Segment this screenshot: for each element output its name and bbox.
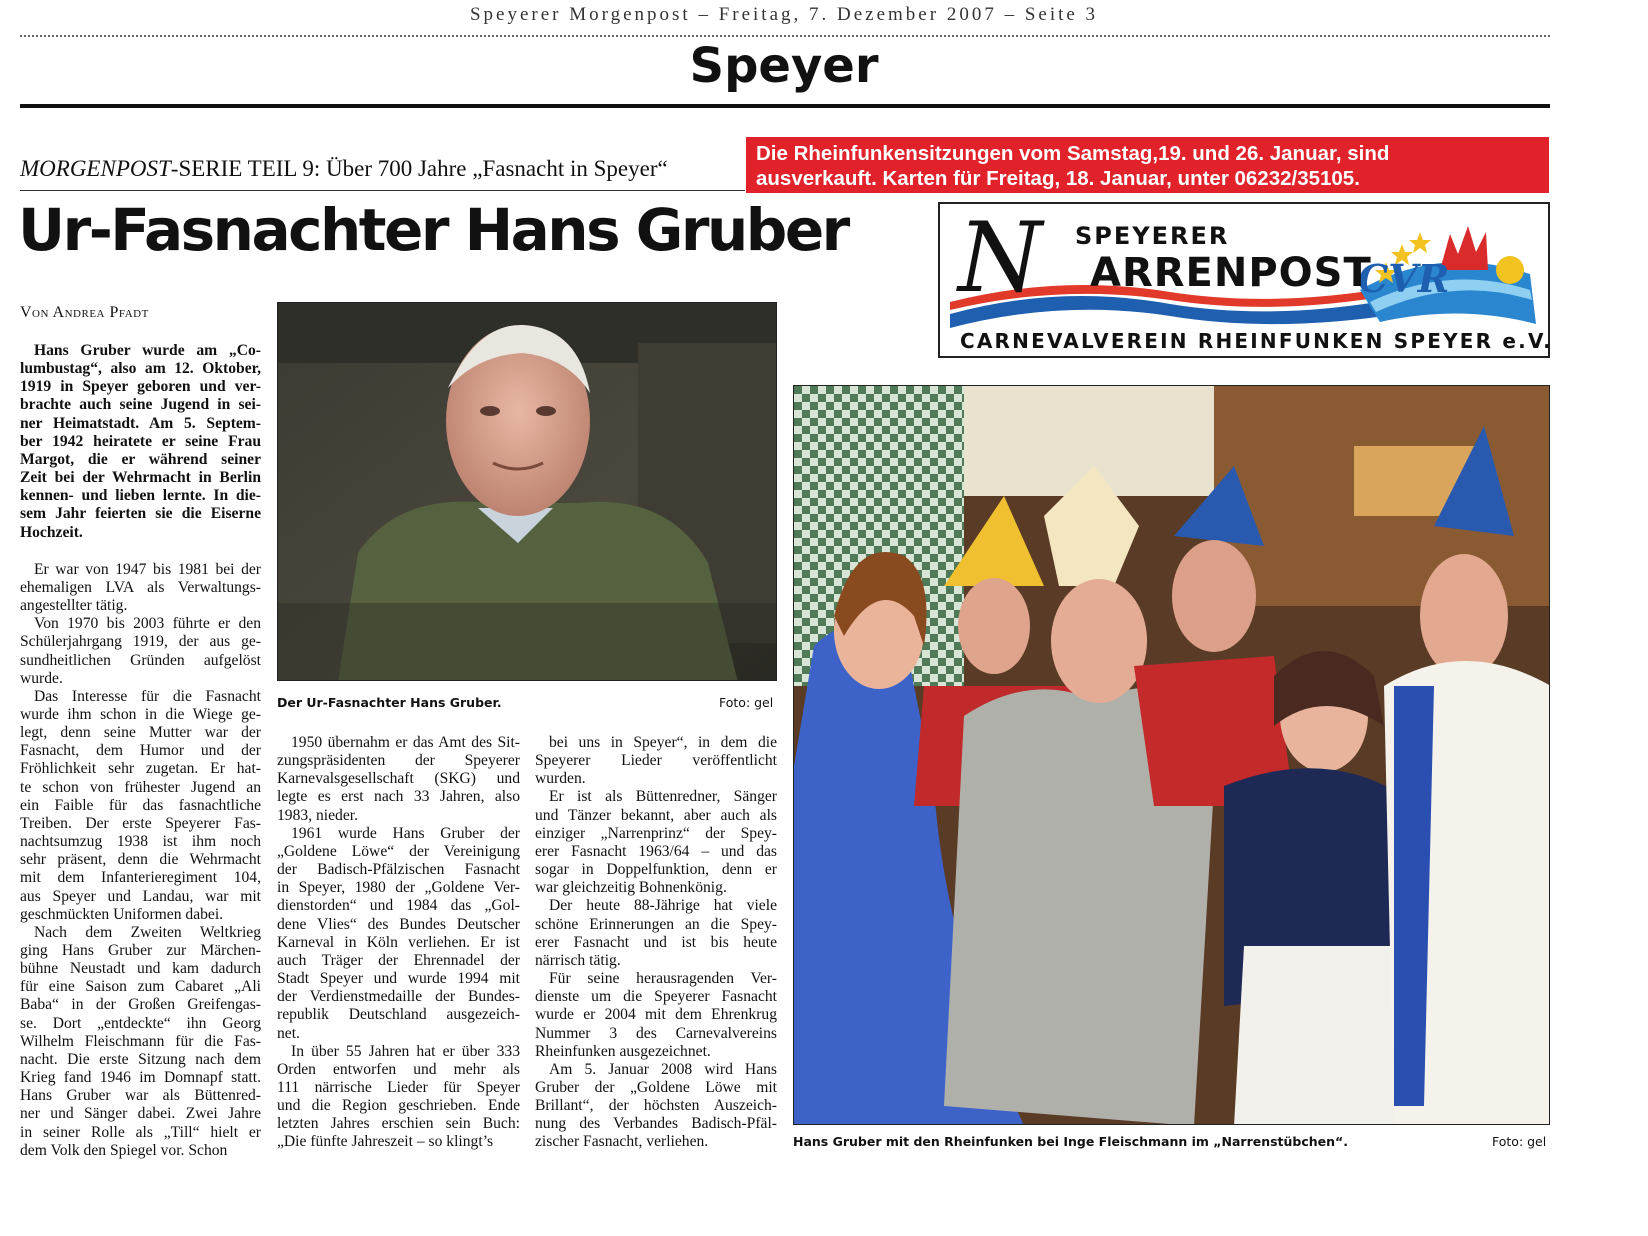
text-line: einziger „Narrenprinz“ der Spey- (535, 824, 777, 842)
text-line: war gleichzeitig Bohnenkönig. (535, 879, 727, 897)
group-credit: Foto: gel (1492, 1134, 1547, 1149)
text-line: Brillant“, der höchsten Auszeich- (535, 1097, 777, 1115)
text-line: Hans Gruber war als Büttenred- (20, 1087, 261, 1105)
text-line: letzten Jahres erschien sein Buch: (277, 1115, 520, 1133)
text-line: in seiner Rolle als „Till“ hielt er (20, 1123, 261, 1141)
text-line: ner und Sänger dabei. Zwei Jahre (20, 1105, 261, 1123)
ticket-notice-line2: ausverkauft. Karten für Freitag, 18. Januar, unter 06232/35105. (756, 167, 1360, 190)
text-line: nacht. Die erste Sitzung nach dem (20, 1050, 261, 1068)
text-line: Karnevalsgesellschaft (SKG) und (277, 770, 520, 788)
text-line: 1950 übernahm er das Amt des Sit- (291, 734, 520, 751)
text-line: Nach dem Zweiten Weltkrieg (34, 923, 261, 941)
text-line: wurde. (20, 669, 63, 687)
paragraph (277, 1043, 520, 1152)
paragraph (20, 615, 261, 688)
section-title: Speyer (689, 38, 879, 94)
text-line: legte es erst nach 33 Jahren, also (277, 788, 520, 806)
text-line: sehr präsent, denn die Wehrmacht (20, 851, 261, 869)
text-line: Orden entworfen und mehr als (277, 1060, 520, 1078)
ticket-notice (746, 137, 1549, 193)
portrait-credit: Foto: gel (719, 695, 774, 710)
text-line: Baba“ in der Großen Greifengas- (20, 996, 261, 1014)
group-photo-image (794, 386, 1550, 1125)
text-line: geschmückten Uniformen dabei. (20, 905, 224, 923)
text-line: bei uns in Speyer“, in dem die (549, 734, 777, 751)
article-lead (20, 342, 261, 542)
paragraph (535, 788, 777, 897)
text-line: brachte auch seine Jugend in sei- (20, 396, 261, 414)
text-line: erer Fasnacht 1963/64 – und das (535, 842, 777, 860)
text-line: bühne Neustadt und kam dadurch (20, 960, 261, 978)
text-line: Hans Gruber wurde am „Co- (34, 342, 261, 359)
narrenpost-logo (938, 202, 1553, 358)
text-line: ein Faible für das fasnachtliche (20, 796, 261, 814)
text-line: wurde er 2004 mit dem Ehrenkrug (535, 1006, 777, 1024)
text-line: angestellter tätig. (20, 597, 128, 615)
text-line: Rheinfunken ausgezeichnet. (535, 1042, 711, 1060)
text-line: sogar in Doppelfunktion, denn er (535, 861, 777, 879)
article-column-3 (535, 734, 777, 1152)
text-line: der Badisch-Pfälzischen Fasnacht (277, 861, 520, 879)
text-line: republik Deutschland ausgezeich- (277, 1006, 520, 1024)
cvr-emblem-text: CVR (1358, 256, 1450, 301)
text-line: In über 55 Jahren hat er über 333 (291, 1042, 520, 1060)
paragraph (277, 734, 520, 825)
text-line: wurden. (535, 770, 586, 788)
text-line: närrisch tätig. (535, 951, 621, 969)
text-line: Karneval in Köln verliehen. Er ist (277, 933, 520, 951)
text-line: erer Fasnacht und ist bis heute (535, 933, 777, 951)
paragraph (535, 897, 777, 970)
text-line: Von 1970 bis 2003 führte er den (34, 615, 261, 633)
text-line: 1961 wurde Hans Gruber der (291, 824, 520, 842)
paragraph (20, 561, 261, 615)
text-line: 1919 in Speyer geboren und ver- (20, 378, 261, 396)
text-line: und Tänzer bekannt, aber auch als (535, 806, 777, 824)
group-caption (793, 1134, 1348, 1149)
text-line: legt, denn seine Mutter war der (20, 724, 261, 742)
text-line: Treiben. Der erste Speyerer Fas- (20, 814, 261, 832)
article-column-2 (277, 734, 520, 1152)
text-line: der Verdienstmedaille der Bundes- (277, 988, 520, 1006)
text-line: Das Interesse für die Fasnacht (34, 687, 261, 705)
text-line: ehemaligen LVA als Verwaltungs- (20, 578, 261, 596)
article-column-1 (20, 342, 261, 1160)
text-line: te schon von frühester Jugend an (20, 778, 261, 796)
text-line: schöne Erinnerungen an die Spey- (535, 915, 777, 933)
portrait-photo (277, 302, 777, 681)
text-line: Margot, die er während seiner (20, 450, 261, 468)
portrait-photo-image (278, 303, 777, 681)
text-line: Er ist als Büttenredner, Sänger (549, 788, 777, 806)
text-line: und die Region geschrieben. Ende (277, 1097, 520, 1115)
text-line: Wilhelm Fleischmann für die Fas- (20, 1032, 261, 1050)
text-line: auch Träger der Ehrennadel der (277, 951, 520, 969)
byline-text: Von Andrea Pfadt (20, 304, 149, 321)
star-icon (1409, 232, 1431, 253)
text-line: dienste um die Speyerer Fasnacht (535, 988, 777, 1006)
logo-speyerer: SPEYERER (1075, 222, 1230, 250)
series-kicker (20, 156, 668, 182)
text-line: Er war von 1947 bis 1981 bei der (34, 560, 261, 578)
kicker-series: MORGENPOST (20, 156, 171, 181)
text-line: Krieg fand 1946 im Domnapf statt. (20, 1069, 261, 1087)
text-line: ber 1942 heiratete er seine Frau (20, 432, 261, 450)
text-line: Nummer 3 des Carnevalvereins (535, 1024, 777, 1042)
text-line: „Die fünfte Jahreszeit – so klingt’s (277, 1133, 494, 1151)
text-line: dene Vlies“ des Bundes Deutscher (277, 915, 520, 933)
text-line: net. (277, 1024, 300, 1042)
text-line: 1983, nieder. (277, 806, 358, 824)
headline: Ur-Fasnachter Hans Gruber (18, 196, 848, 264)
text-line: Gruber der „Goldene Löwe mit (535, 1078, 777, 1096)
text-line: kennen- und lieben lernte. In die- (20, 487, 261, 505)
text-line: Fröhlichkeit sehr zugetan. Er hat- (20, 760, 261, 778)
text-line: Speyerer Lieder veröffentlicht (535, 752, 777, 770)
kicker-rest: -SERIE TEIL 9: Über 700 Jahre „Fasnacht in Speyer“ (170, 156, 668, 181)
paragraph (20, 688, 261, 924)
paragraph (20, 924, 261, 1160)
text-line: Zeit bei der Wehrmacht in Berlin (20, 469, 261, 487)
text-line: zungspräsidenten der Speyerer (277, 752, 520, 770)
text-line: für eine Saison zum Cabaret „Ali (20, 978, 261, 996)
paragraph (535, 970, 777, 1061)
paragraph (535, 1061, 777, 1152)
logo-script-initial: N (958, 202, 1042, 314)
byline (20, 304, 149, 322)
text-line: wurde ihm schon in die Wiege ge- (20, 705, 261, 723)
group-photo (793, 385, 1550, 1125)
logo-club-name: CARNEVALVEREIN RHEINFUNKEN SPEYER e.V. (960, 329, 1553, 353)
text-line: 111 närrische Lieder für Speyer (277, 1078, 520, 1096)
paragraph (535, 734, 777, 788)
text-line: mit dem Infanterieregiment 104, (20, 869, 261, 887)
ticket-notice-line1: Die Rheinfunkensitzungen vom Samstag,19. und 26. Januar, sind (756, 142, 1390, 165)
text-line: Am 5. Januar 2008 wird Hans (549, 1060, 777, 1078)
jester-icon (1496, 256, 1524, 284)
article-column-1-body (20, 561, 261, 1160)
text-line: dem Volk den Spiegel vor. Schon (20, 1141, 228, 1159)
text-line: Schülerjahrgang 1919, der aus ge- (20, 633, 261, 651)
text-line: in Speyer, 1980 der „Goldene Ver- (277, 879, 520, 897)
text-line: aus Speyer und Landau, war mit (20, 887, 261, 905)
text-line: sem Jahr feierten sie die Eiserne (20, 505, 261, 523)
text-line: nung des Verbandes Badisch-Pfäl- (535, 1115, 777, 1133)
text-line: ging Hans Gruber zur Märchen- (20, 942, 261, 959)
text-line: sundheitlichen Gründen aufgelöst (20, 651, 261, 669)
text-line: „Goldene Löwe“ der Vereinigung (277, 842, 520, 860)
portrait-caption (277, 695, 502, 710)
text-line: Hochzeit. (20, 523, 83, 541)
text-line: se. Dort „entdeckte“ ihn Georg (20, 1014, 261, 1032)
text-line: Für seine herausragenden Ver- (549, 970, 777, 988)
dateline: Speyerer Morgenpost – Freitag, 7. Dezember 2007 – Seite 3 (469, 4, 1099, 25)
kicker-rule (20, 190, 745, 191)
text-line: Stadt Speyer und wurde 1994 mit (277, 970, 520, 988)
section-rule (20, 104, 1550, 108)
logo-narrenpost: ARRENPOST (1090, 250, 1372, 296)
group-caption-text: Hans Gruber mit den Rheinfunken bei Inge Fleischmann im „Narrenstübchen“. (793, 1134, 1349, 1149)
text-line: nachtsumzug 1938 ist ihm noch (20, 833, 261, 851)
paragraph (277, 825, 520, 1043)
text-line: dienstorden“ und 1984 das „Gol- (277, 897, 520, 915)
text-line: Der heute 88-Jährige hat viele (549, 897, 777, 915)
portrait-caption-text: Der Ur-Fasnachter Hans Gruber. (277, 695, 502, 710)
top-dotted-rule (20, 35, 1550, 37)
text-line: ner Heimatstadt. Am 5. Septem- (20, 414, 261, 432)
text-line: zischer Fasnacht, verliehen. (535, 1133, 709, 1151)
text-line: lumbustag“, also am 12. Oktober, (20, 360, 261, 378)
text-line: Fasnacht, dem Humor und der (20, 742, 261, 760)
